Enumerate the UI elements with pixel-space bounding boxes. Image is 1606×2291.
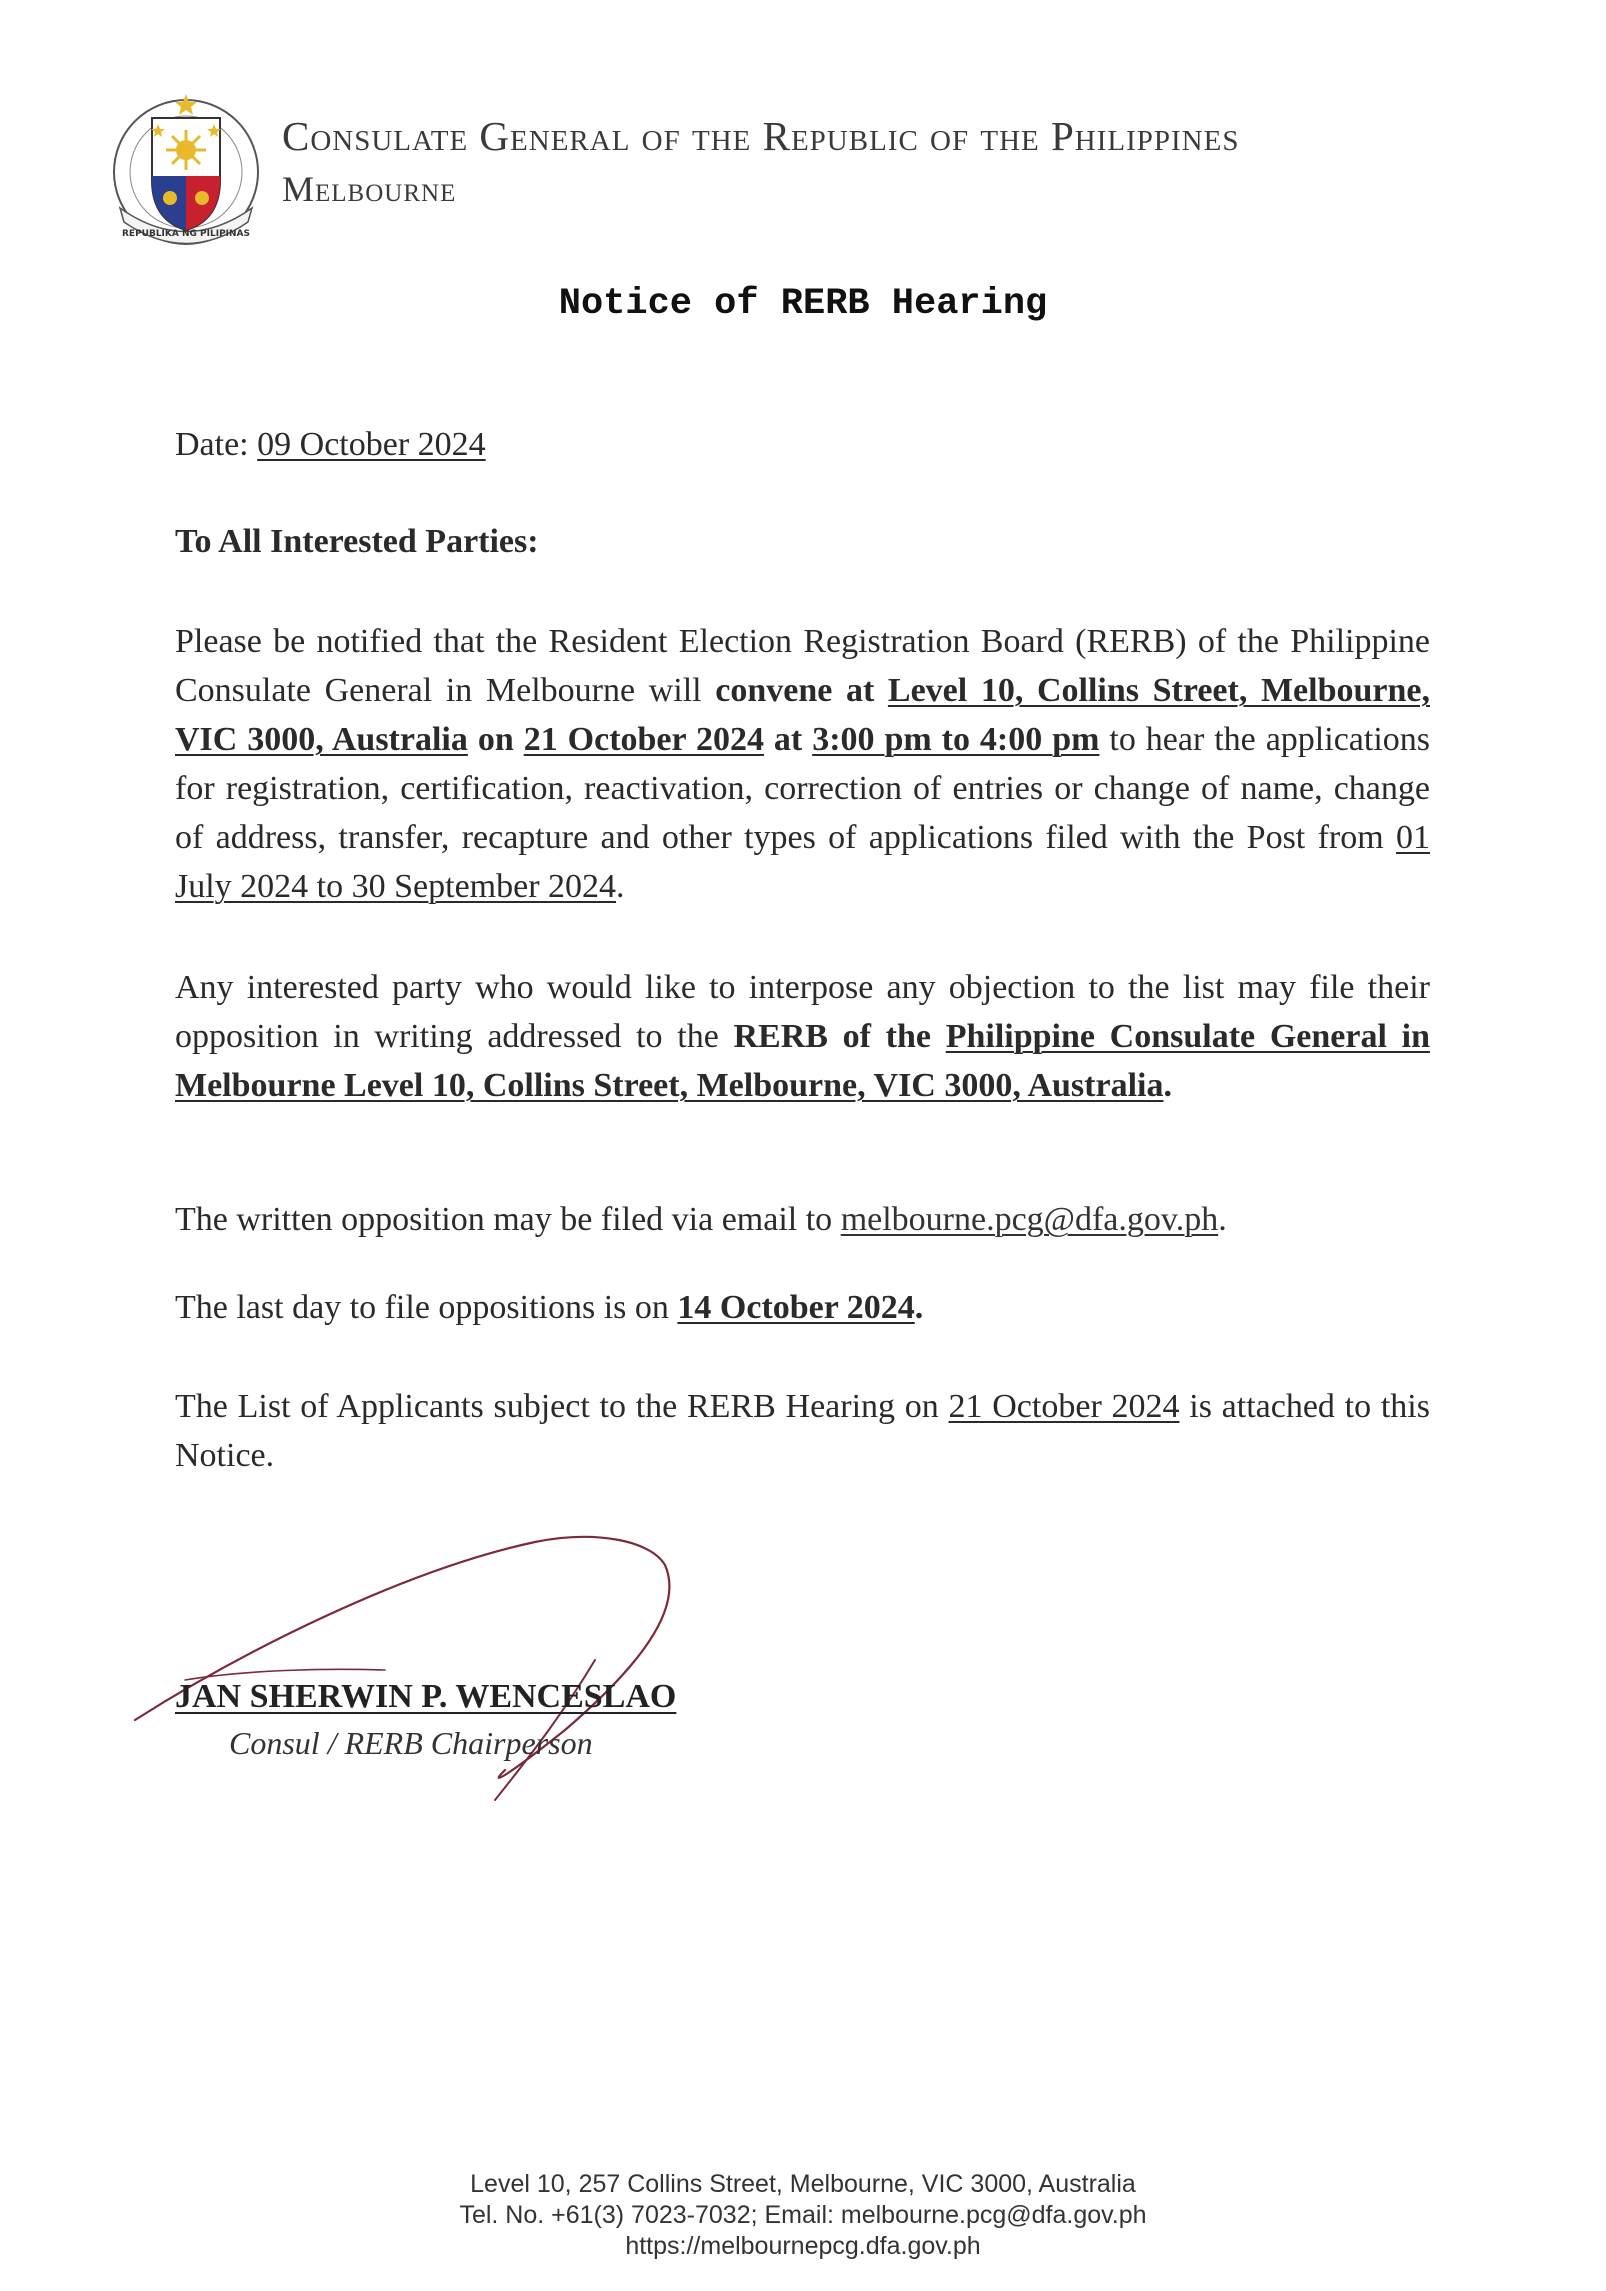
p5-hearing-date: 21 October 2024 [948, 1388, 1180, 1425]
p1-text-2: to hear the applications for registration, certification, reactivation, correction of entries or change of name, change of address, transfer, recapture and other types of applications filed with the Post from [175, 721, 1431, 856]
p1-convene: convene at [715, 672, 875, 709]
date-label: Date: [175, 426, 249, 463]
p1-on: on [477, 721, 514, 758]
footer [0, 2169, 1606, 2262]
letterhead-subtitle: Melbourne [282, 169, 457, 209]
email-link[interactable]: melbourne.pcg@dfa.gov.ph [840, 1201, 1219, 1238]
p1-end: . [616, 868, 625, 905]
p1-filing-period: 01 July 2024 to 30 September 2024 [175, 819, 1430, 905]
p4-text: The last day to file oppositions is on [175, 1289, 678, 1326]
seal-ring-text: REPUBLIKA NG PILIPINAS [121, 229, 251, 239]
p2-text: Any interested party who would like to interpose any objection to the list may file their opposition in writing addressed to the [175, 969, 1430, 1055]
date-line [175, 420, 1430, 469]
paragraph-hearing-details [175, 617, 1430, 911]
paragraph-deadline [175, 1283, 1430, 1332]
p5-text: The List of Applicants subject to the RERB Hearing on [175, 1388, 949, 1425]
p1-hearing-time: 3:00 pm to 4:00 pm [812, 721, 1100, 758]
p1-text: Please be notified that the Resident Election Registration Board (RERB) of the Philippine Consulate General in Melbourne will [175, 623, 1430, 709]
p4-end: . [914, 1289, 924, 1326]
p2-rerb: RERB of the [733, 1018, 931, 1055]
paragraph-attachment [175, 1382, 1430, 1480]
page-title: Notice of RERB Hearing [558, 283, 1048, 325]
salutation: To All Interested Parties: [175, 523, 539, 560]
signer-name: JAN SHERWIN P. WENCESLAO [175, 1678, 677, 1715]
p1-hearing-date: 21 October 2024 [523, 721, 764, 758]
p3-end: . [1218, 1201, 1227, 1238]
p4-deadline-date: 14 October 2024 [677, 1289, 915, 1326]
footer-website[interactable]: https://melbournepcg.dfa.gov.ph [625, 2232, 981, 2260]
p2-end: . [1163, 1067, 1172, 1104]
date-value: 09 October 2024 [257, 426, 486, 463]
p1-venue: Level 10, Collins Street, Melbourne, VIC 3000, Australia [175, 672, 1430, 758]
footer-address: Level 10, 257 Collins Street, Melbourne, VIC 3000, Australia [470, 2170, 1136, 2198]
p1-at: at [773, 721, 803, 758]
handwritten-signature-icon [125, 1520, 685, 1810]
p2-address: Philippine Consulate General in Melbourne Level 10, Collins Street, Melbourne, VIC 3000, Australia [175, 1018, 1430, 1104]
p3-text: The written opposition may be filed via email to [175, 1201, 841, 1238]
p5-end: is attached to this Notice. [175, 1388, 1430, 1474]
philippine-seal-icon [100, 80, 272, 252]
signer-title: Consul / RERB Chairperson [229, 1725, 593, 1761]
footer-contact: Tel. No. +61(3) 7023-7032; Email: melbourne.pcg@dfa.gov.ph [459, 2201, 1147, 2229]
paragraph-email [175, 1195, 1430, 1244]
letterhead-title: Consulate General of the Republic of the Philippines [282, 113, 1240, 159]
paragraph-objection [175, 963, 1430, 1110]
